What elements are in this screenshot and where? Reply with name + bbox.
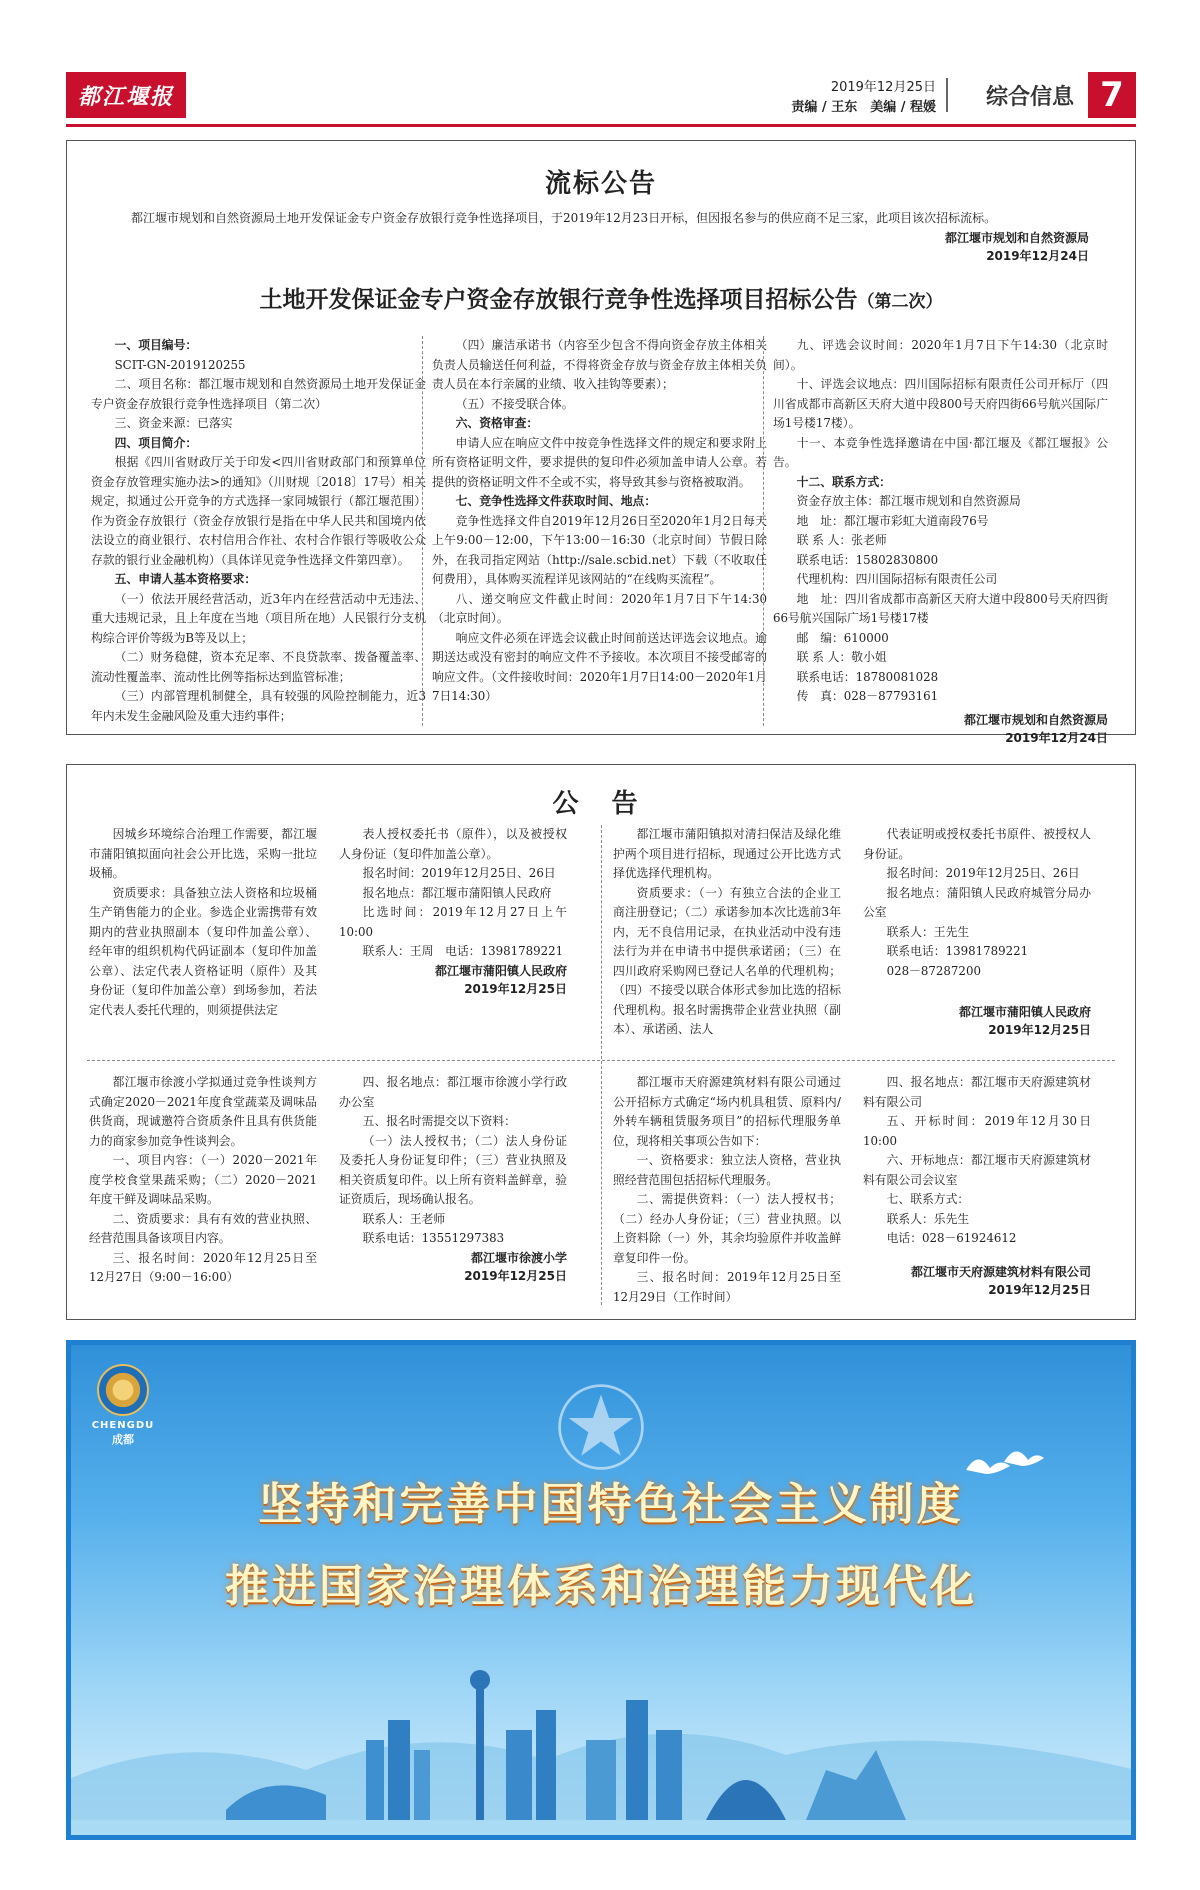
paragraph: 八、递交响应文件截止时间：2020年1月7日下午14:30（北京时间）。 bbox=[432, 591, 767, 625]
column-divider bbox=[763, 336, 764, 726]
announcement-puyang-bins bbox=[89, 825, 589, 1055]
paragraph: 资金存放主体：都江堰市规划和自然资源局 bbox=[796, 494, 1021, 508]
issue-date: 2019年12月25日 bbox=[830, 80, 936, 95]
emblem-cn: 成都 bbox=[112, 1433, 134, 1446]
paragraph: 一、项目内容：（一）2020－2021年度学校食堂果蔬采购；（二）2020－2021年度干鲜及调味品采购。 bbox=[89, 1153, 317, 1206]
paragraph: （三）内部管理机制健全，具有较强的风险控制能力，近3年内未发生金融风险及重大违约事件； bbox=[91, 689, 426, 723]
paragraph: 联系电话：18780081028 bbox=[796, 669, 939, 684]
announcement-date: 2019年12月25日 bbox=[988, 1023, 1091, 1037]
paragraph: 联系人：王先生 bbox=[886, 924, 970, 939]
paragraph: 代表证明或授权委托书原件、被授权人身份证。 bbox=[863, 827, 1091, 861]
paragraph: 联 系 人：张老师 bbox=[796, 533, 887, 547]
paragraph: 028－87287200 bbox=[886, 963, 981, 978]
failed-bid-title: 流标公告 bbox=[544, 169, 657, 199]
announcement-org: 都江堰市天府源建筑材料有限公司 bbox=[910, 1264, 1091, 1279]
paragraph: 响应文件必须在评选会议截止时间前送达评选会议地点。逾期送达或没有密封的响应文件不予接收。本次项目不接受邮寄的响应文件。（文件接收时间：2020年1月7日14:00－2020年1月7日14:30） bbox=[432, 630, 767, 703]
paragraph: 报名地点：都江堰市蒲阳镇人民政府 bbox=[362, 885, 552, 900]
announcement-text bbox=[89, 825, 317, 1020]
announcement-signature bbox=[863, 1263, 1091, 1299]
announcement-text-right bbox=[863, 825, 1091, 981]
paragraph: 联 系 人：敬小姐 bbox=[796, 650, 887, 664]
paragraph: 因城乡环境综合治理工作需要，都江堰市蒲阳镇拟面向社会公开比选，采购一批垃圾桶。 bbox=[89, 827, 317, 880]
tender-title-suffix: （第二次） bbox=[857, 292, 943, 312]
paragraph: 表人授权委托书（原件），以及被授权人身份证（复印件加盖公章）。 bbox=[339, 827, 567, 861]
announcement-text-right bbox=[339, 825, 567, 962]
announcement-signature bbox=[339, 1249, 567, 1285]
paragraph: 资质要求：（一）有独立合法的企业工商注册登记；（二）承诺参加本次比选前3年内，无不良信用记录，在执业活动中没有违法行为并在申请书中提供承诺函；（三）在四川政府采购网已登记人名单的代理机构；（四）不接受以联合体形式参加比选的招标代理机构。报名时需携带企业营业执照（副本）、承诺函、法人 bbox=[613, 885, 841, 1036]
paragraph: 报名时间：2019年12月25日、26日 bbox=[886, 866, 1080, 880]
announcement-text bbox=[863, 825, 1091, 1039]
paragraph: 五、报名时需提交以下资料： bbox=[362, 1114, 516, 1128]
paragraph: 报名地点：蒲阳镇人民政府城管分局办公室 bbox=[863, 885, 1091, 919]
paragraph: 代理机构：四川国际招标有限责任公司 bbox=[796, 572, 998, 586]
announcement-org: 都江堰市蒲阳镇人民政府 bbox=[434, 963, 567, 978]
paragraph: 六、资格审查： bbox=[455, 416, 539, 430]
paragraph: （一）依法开展经营活动，近3年内在经营活动中无违法、重大违规记录，且上年度在当地（项目所在地）人民银行分支机构综合评价等级为B等及以上； bbox=[91, 591, 426, 645]
announcement-date: 2019年12月25日 bbox=[988, 1282, 1091, 1297]
paragraph: 比选时间：2019年12月27日上午10:00 bbox=[339, 905, 567, 939]
announcement-text bbox=[613, 1073, 841, 1307]
failed-bid-org: 都江堰市规划和自然资源局 bbox=[944, 231, 1089, 245]
announcement-text-right bbox=[339, 1073, 567, 1249]
paragraph: 四、报名地点：都江堰市天府源建筑材料有限公司 bbox=[863, 1075, 1091, 1109]
announcement-text bbox=[89, 1073, 317, 1288]
paragraph: 三、报名时间：2020年12月25日至12月27日（9:00－16:00） bbox=[89, 1250, 317, 1284]
paragraph: （二）财务稳健，资本充足率、不良贷款率、拨备覆盖率、流动性覆盖率、流动性比例等指标达到监管标准； bbox=[91, 650, 426, 684]
announcement-date: 2019年12月25日 bbox=[464, 1268, 567, 1283]
announcement-date: 2019年12月25日 bbox=[464, 981, 567, 996]
propaganda-banner bbox=[66, 1340, 1136, 1840]
paragraph: 十一、本竞争性选择邀请在中国·都江堰及《都江堰报》公告。 bbox=[773, 435, 1108, 469]
announcement-text-right bbox=[863, 1073, 1091, 1249]
paragraph: 联系电话：13981789221 bbox=[886, 944, 1029, 958]
masthead-rule bbox=[66, 124, 1136, 127]
failed-bid-date: 2019年12月24日 bbox=[986, 249, 1089, 263]
paragraph: 联系人：乐先生 bbox=[886, 1211, 970, 1226]
tender-org: 都江堰市规划和自然资源局 bbox=[963, 712, 1108, 727]
paragraph: 二、需提供资料：（一）法人授权书；（二）经办人身份证；（三）营业执照。以上资料除（一）外，其余均验原件并收盖鲜章复印件一份。 bbox=[613, 1192, 841, 1265]
paragraph: 地 址：四川省成都市高新区天府大道中段800号天府四街66号航兴国际广场1号楼17楼 bbox=[773, 591, 1108, 625]
paragraph: 都江堰市天府源建筑材料有限公司通过公开招标方式确定“场内机具租赁、原料内/外转车辆租赁服务项目”的招标代理服务单位，现将相关事项公告如下： bbox=[613, 1075, 841, 1148]
tender-column-1 bbox=[91, 336, 426, 726]
announcement-box bbox=[66, 764, 1136, 1320]
paragraph: 报名时间：2019年12月25日、26日 bbox=[362, 866, 556, 880]
announcement-xudu-school bbox=[89, 1073, 589, 1303]
slogan-line-2: 推进国家治理体系和治理能力现代化 bbox=[225, 1561, 977, 1612]
paragraph: 三、报名时间：2019年12月25日至12月29日（工作时间） bbox=[613, 1270, 841, 1304]
announcement-puyang-agency bbox=[613, 825, 1113, 1055]
paragraph: 二、项目名称：都江堰市规划和自然资源局土地开发保证金专户资金存放银行竞争性选择项目（第二次） bbox=[91, 377, 426, 411]
failed-bid-body: 都江堰市规划和自然资源局土地开发保证金专户资金存放银行竞争性选择项目，于2019年12月23日开标，但因报名参与的供应商不足三家，此项目该次招标流标。 bbox=[131, 211, 997, 225]
paragraph: 五、申请人基本资格要求： bbox=[114, 572, 257, 586]
paragraph: 联系人：王老师 bbox=[362, 1211, 446, 1226]
paragraph: 四、报名地点：都江堰市徐渡小学行政办公室 bbox=[339, 1075, 567, 1109]
paragraph: 都江堰市徐渡小学拟通过竞争性谈判方式确定2020－2021年度食堂蔬菜及调味品供货商，现诚邀符合资质条件且具有供货能力的商家参加竞争性谈判会。 bbox=[89, 1075, 317, 1148]
announcement-text bbox=[339, 1073, 567, 1285]
paragraph: 都江堰市蒲阳镇拟对清扫保洁及绿化维护两个项目进行招标，现通过公开比选方式择优选择代理机构。 bbox=[613, 827, 841, 880]
paragraph: 传 真：028－87793161 bbox=[796, 689, 939, 703]
announcement-title: 公 告 bbox=[552, 789, 650, 819]
announcement-signature bbox=[863, 1003, 1091, 1039]
paragraph: 联系电话：15802830800 bbox=[796, 552, 939, 567]
paragraph: 四、项目简介： bbox=[114, 435, 198, 450]
paragraph: 资质要求：具备独立法人资格和垃圾桶生产销售能力的企业。参选企业需携带有效期内的营业执照副本（复印件加盖公章）、经年审的组织机构代码证副本（复印件加盖公章）、法定代表人资格证明（原件）及其身份证（复印件加盖公章）到场参加，若法定代表人委托代理的，则须提供法定 bbox=[89, 885, 317, 1017]
paragraph: 根据《四川省财政厅关于印发<四川省财政部门和预算单位资金存放管理实施办法>的通知》（川财规〔2018〕17号）相关规定，拟通过公开竞争的方式选择一家同城银行（都江堰范围）作为资金存放银行（资金存放银行是指在中华人民共和国境内依法设立的商业银行、农村信用合作社、农村合作银行等吸收公众存款的银行业金融机构）（具体详见竞争性选择文件第四章）。 bbox=[91, 455, 426, 567]
tender-title-main: 土地开发保证金专户资金存放银行竞争性选择项目招标公告 bbox=[259, 286, 858, 313]
paragraph: （四）廉洁承诺书（内容至少包含不得向资金存放主体相关负责人员输送任何利益，不得将资金存放与资金存放主体相关负责人员在本行亲属的业绩、收入挂钩等要素）； bbox=[432, 338, 767, 391]
paragraph: 电话：028－61924612 bbox=[886, 1231, 1017, 1245]
tender-title bbox=[67, 281, 1135, 314]
paragraph: 七、联系方式： bbox=[886, 1192, 970, 1206]
masthead-divider bbox=[946, 78, 948, 112]
tender-column-2 bbox=[432, 336, 767, 707]
paragraph: SCIT-GN-2019120255 bbox=[114, 357, 246, 372]
announcement-text bbox=[613, 825, 841, 1040]
paragraph: 竞争性选择文件自2019年12月26日至2020年1月2日每天上午9:00－12:00，下午13:00－16:30（北京时间）节假日除外，在我司指定网站（http://sale.scbid.net）下载（不收取任何费用），具体购买流程详见该网站的“在线购买流程”。 bbox=[432, 513, 767, 586]
masthead bbox=[66, 72, 1136, 122]
paragraph: 三、资金来源：已落实 bbox=[114, 416, 233, 430]
announcement-tianfuyuan bbox=[613, 1073, 1113, 1303]
announcement-org: 都江堰市蒲阳镇人民政府 bbox=[958, 1005, 1091, 1019]
paragraph: 联系人：王周 电话：13981789221 bbox=[362, 944, 564, 958]
tender-column-3 bbox=[773, 336, 1108, 747]
column-divider bbox=[422, 336, 423, 726]
paragraph: 六、开标地点：都江堰市天府源建筑材料有限公司会议室 bbox=[863, 1153, 1091, 1187]
tender-column-3-text bbox=[773, 336, 1108, 707]
page-number: 7 bbox=[1088, 72, 1136, 118]
paragraph: 申请人应在响应文件中按竞争性选择文件的规定和要求附上所有资格证明文件，要求提供的复印件必须加盖申请人公章。若提供的资格证明文件不全或不实，将导致其参与资格被取消。 bbox=[432, 435, 767, 489]
quadrant-divider-horizontal bbox=[87, 1060, 1115, 1061]
paragraph: 十二、联系方式： bbox=[796, 474, 891, 489]
announcement-text bbox=[863, 1073, 1091, 1299]
paragraph: （一）法人授权书；（二）法人身份证及委托人身份证复印件；（三）营业执照及相关资质复印件。以上所有资料盖鲜章，验证资质后，现场确认报名。 bbox=[339, 1133, 567, 1206]
newspaper-logo: 都江堰报 bbox=[66, 72, 186, 118]
paragraph: 一、项目编号： bbox=[114, 338, 198, 352]
paragraph: 地 址：都江堰市彩虹大道南段76号 bbox=[796, 513, 989, 528]
paragraph: 二、资质要求：具有有效的营业执照、经营范围具备该项目内容。 bbox=[89, 1211, 317, 1245]
announcement-text bbox=[339, 825, 567, 998]
paragraph: 七、竞争性选择文件获取时间、地点： bbox=[455, 494, 657, 508]
banner-frame bbox=[66, 1340, 1136, 1840]
failed-bid-signature bbox=[945, 229, 1089, 265]
editors-credit: 责编 / 王东 美编 / 程媛 bbox=[791, 100, 936, 115]
paragraph: 九、评选会议时间：2020年1月7日下午14:30（北京时间）。 bbox=[773, 338, 1108, 372]
announcement-org: 都江堰市徐渡小学 bbox=[470, 1250, 567, 1265]
emblem-en: CHENGDU bbox=[91, 1420, 155, 1431]
section-title: 综合信息 bbox=[985, 85, 1074, 110]
paragraph: 邮 编：610000 bbox=[796, 630, 889, 645]
paragraph: （五）不接受联合体。 bbox=[455, 396, 574, 411]
announcement-signature bbox=[339, 962, 567, 998]
paragraph: 一、资格要求：独立法人资格，营业执照经营范围包括招标代理服务。 bbox=[613, 1153, 841, 1187]
tender-date: 2019年12月24日 bbox=[1005, 730, 1108, 745]
paragraph: 联系电话：13551297383 bbox=[362, 1231, 505, 1245]
tender-notice-box bbox=[66, 140, 1136, 745]
tender-signature bbox=[773, 711, 1108, 747]
paragraph: 五、开标时间：2019年12月30日10:00 bbox=[863, 1114, 1091, 1148]
paragraph: 十、评选会议地点：四川国际招标有限责任公司开标厅（四川省成都市高新区天府大道中段800号天府四街66号航兴国际广场1号楼17楼）。 bbox=[773, 377, 1108, 430]
quadrant-divider-vertical bbox=[601, 825, 602, 1305]
slogan-line-1: 坚持和完善中国特色社会主义制度 bbox=[258, 1479, 964, 1530]
